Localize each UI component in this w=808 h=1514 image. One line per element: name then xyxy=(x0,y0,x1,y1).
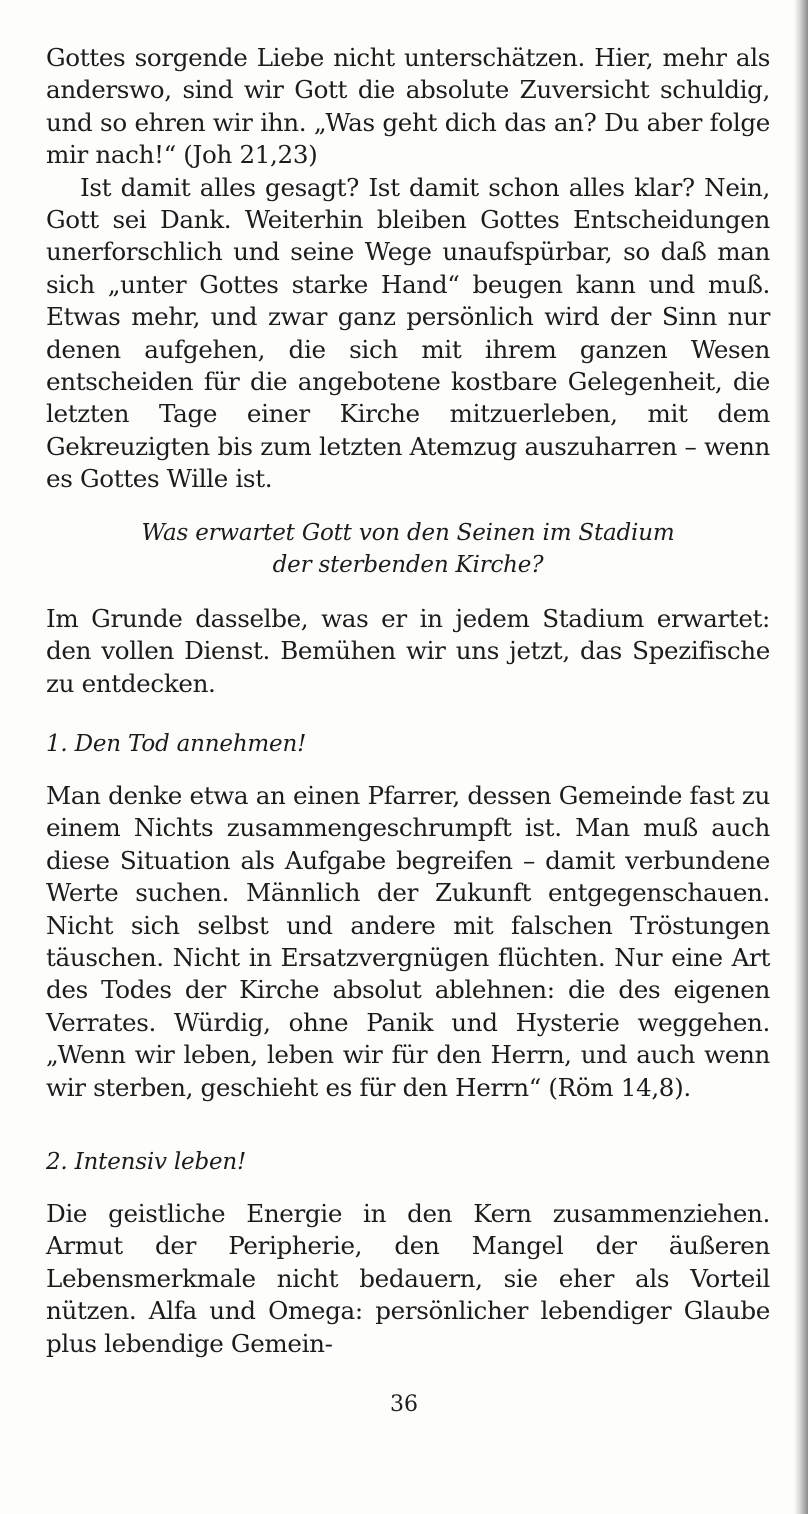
section-heading-2: 2. Intensiv leben! xyxy=(46,1148,247,1175)
page-body xyxy=(46,42,770,1360)
paragraph-section-1: Man denke etwa an einen Pfarrer, dessen Gemeinde fast zu einem Nichts zusammengeschrumpft ist. Man muß auch diese Situation als Aufgabe begreifen – damit verbundene Werte suchen. Männlich der Zukunft entgegenschauen. Nicht sich selbst und andere mit falschen Tröstungen täuschen. Nicht in Ersatzvergnügen flüchten. Nur eine Art des Todes der Kirche absolut ablehnen: die des eigenen Verrates. Würdig, ohne Panik und Hysterie weggehen. „Wenn wir leben, leben wir für den Herrn, und auch wenn wir sterben, geschieht es für den Herrn“ (Röm 14,8). xyxy=(46,780,770,1102)
centered-heading xyxy=(46,517,770,581)
paragraph-section-2: Die geistliche Energie in den Kern zusammenziehen. Armut der Peripherie, den Mangel der äußeren Lebensmerkmale nicht bedauern, sie eher als Vorteil nützen. Alfa und Omega: persönlicher lebendiger Glaube plus lebendige Gemein- xyxy=(46,1198,770,1358)
paragraph-continuation: Gottes sorgende Liebe nicht unterschätzen. Hier, mehr als anderswo, sind wir Gott die absolute Zuversicht schuldig, und so ehren wir ihn. „Was geht dich das an? Du aber folge mir nach!“ (Joh 21,23) xyxy=(46,43,770,170)
paragraph-question: Ist damit alles gesagt? Ist damit schon alles klar? Nein, Gott sei Dank. Weiterhin bleiben Gottes Entscheidungen unerforschlich und seine Wege unaufspürbar, so daß man sich „unter Gottes starke Hand“ beugen kann und muß. Etwas mehr, und zwar ganz persönlich wird der Sinn nur denen aufgehen, die sich mit ihrem ganzen Wesen entscheiden für die angebotene kostbare Gelegenheit, die letzten Tage einer Kirche mitzuerleben, mit dem Gekreuzigten bis zum letzten Atemzug auszuharren – wenn es Gottes Wille ist. xyxy=(46,172,770,494)
section-heading-1: 1. Den Tod annehmen! xyxy=(46,730,307,757)
centered-heading-line-2: der sterbenden Kirche? xyxy=(272,551,544,578)
paragraph-answer: Im Grunde dasselbe, was er in jedem Stadium erwartet: den vollen Dienst. Bemühen wir uns jetzt, das Spezifische zu entdecken. xyxy=(46,603,770,698)
page-edge-shadow xyxy=(794,0,808,1514)
page-number: 36 xyxy=(390,1392,418,1417)
centered-heading-line-1: Was erwartet Gott von den Seinen im Stadium xyxy=(141,519,675,546)
